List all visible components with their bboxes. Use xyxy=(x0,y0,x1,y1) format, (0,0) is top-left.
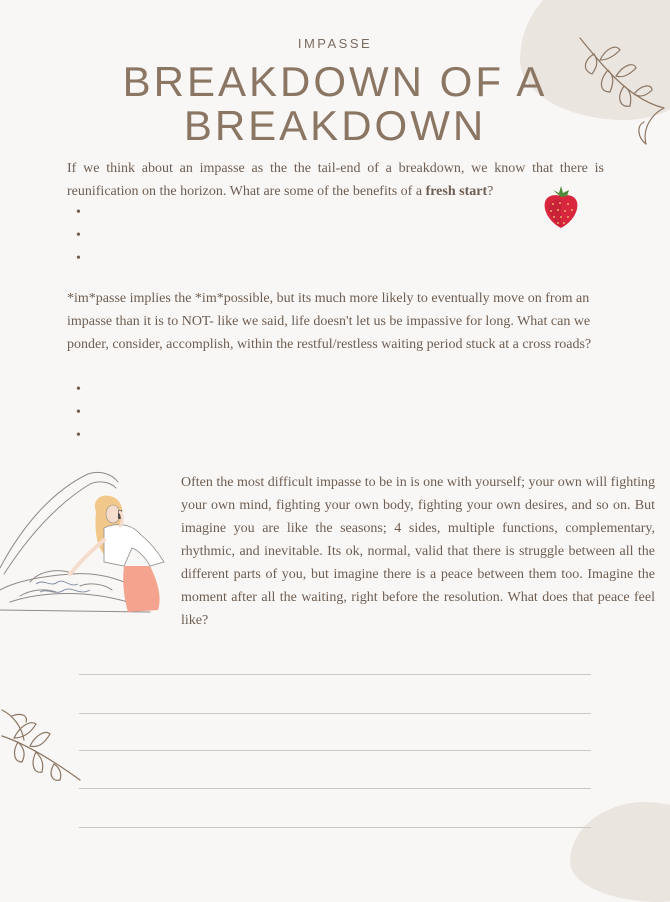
woman-car-engine-illustration xyxy=(0,470,175,620)
answer-bullets-2 xyxy=(76,378,81,447)
prompt-fresh-start xyxy=(67,157,604,203)
answer-bullet[interactable] xyxy=(76,424,81,447)
page-title xyxy=(0,60,670,148)
prompt-emphasis: fresh start xyxy=(425,184,488,199)
writing-line-5[interactable] xyxy=(79,827,591,828)
leaf-branch-icon xyxy=(0,706,84,786)
prompt-impasse: *im*passe implies the *im*possible, but its much more likely to eventually move on from an impasse than it is to NOT- like we said, life doesn't let us be impassive for long. What can we ponder, consider, accomplish, within the restful/restless waiting period stuck at a cross roads? xyxy=(67,291,592,352)
section-eyebrow: IMPASSE xyxy=(297,36,373,51)
writing-line-4[interactable] xyxy=(79,788,591,789)
answer-bullet[interactable] xyxy=(76,401,81,424)
prompt-inner-peace: Often the most difficult impasse to be in is one with yourself; your own will fighting your own mind, fighting your own body, fighting your own desires, and so on. But imagine you are like the seasons; 4 sides, multiple functions, complementary, rhythmic, and inevitable. Its ok, normal, valid that there is struggle between all the different parts of you, but imagine there is a peace between them too. Imagine the moment after all the waiting, right before the resolution. What does that peace feel like? xyxy=(181,475,655,628)
writing-line-1[interactable] xyxy=(79,674,591,675)
decorative-blob-bottom-right xyxy=(570,802,670,902)
strawberry-icon xyxy=(541,184,581,230)
prompt-text: If we think about an impasse as the the tail-end of a breakdown, we know that there is reunification on the horizon. What are some of the benefits of a xyxy=(67,161,604,199)
answer-bullet[interactable] xyxy=(76,247,81,270)
answer-bullets-1 xyxy=(76,201,81,270)
writing-line-3[interactable] xyxy=(79,750,591,751)
writing-line-2[interactable] xyxy=(79,713,591,714)
answer-bullet[interactable] xyxy=(76,224,81,247)
page-title-line-1: BREAKDOWN OF A xyxy=(122,58,548,105)
prompt-text-end: ? xyxy=(487,184,494,199)
page-title-line-2: BREAKDOWN xyxy=(183,102,487,149)
answer-bullet[interactable] xyxy=(76,378,81,401)
answer-bullet[interactable] xyxy=(76,201,81,224)
